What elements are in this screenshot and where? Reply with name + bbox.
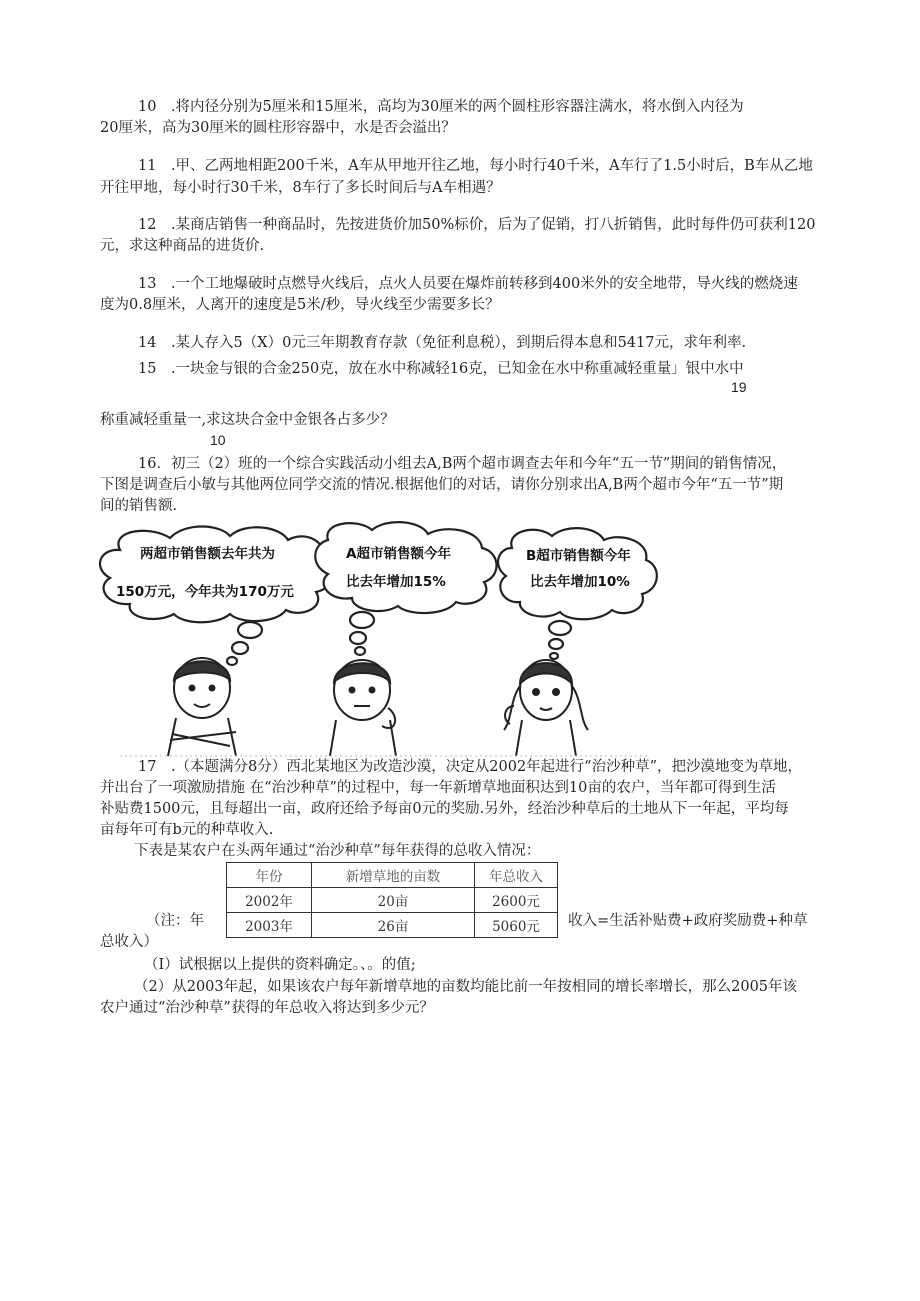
problem-13-line-1: 13 .一个工地爆破时点燃导火线后，点火人员要在爆炸前转移到400米外的安全地带，导火线的燃烧速 [138,276,798,292]
table-header-area: 新增草地的亩数 [312,863,475,888]
table-cell-area: 20亩 [312,888,475,913]
bubble-2-text-line-1: A超市销售额今年 [346,546,451,562]
problem-16-line-1: 16．初三（2）班的一个综合实践活动小组去A,B两个超市调查去年和今年“五一节”期间的销售情况， [138,456,787,472]
bubble-3-trail-3 [550,653,558,659]
bubble-2-trail-3 [355,647,365,655]
table-cell-year: 2003年 [227,913,312,938]
bubble-2-trail-2 [350,632,366,644]
problem-12-line-1: 12 .某商店销售一种商品时，先按进货价加50%标价，后为了促销，打八折销售，此时每件仍可获利120 [138,217,816,233]
bubble-3-text-line-1: B超市销售额今年 [526,548,631,564]
problem-15-fraction-1: 19 [731,379,747,395]
table-cell-year: 2002年 [227,888,312,913]
problem-14-line-1: 14 .某人存入5（X）0元三年期教育存款（免征利息税），到期后得本息和5417元，求年利率. [138,335,747,351]
bubble-1-text-line-1: 两超市销售额去年共为 [140,546,275,562]
student-3-figure [504,660,588,756]
bubble-3-trail-1 [549,621,571,635]
table-row [227,888,558,913]
table-cell-income: 5060元 [475,913,558,938]
problem-16-line-2: 下图是调查后小敏与其他两位同学交流的情况.根据他们的对话，请你分别求出A,B两个超市今年“五一节”期 [100,477,784,493]
bubble-2-text-line-2: 比去年增加15% [346,574,446,590]
problem-16-line-3: 间的销售额. [100,498,178,514]
bubble-1-trail-2 [232,642,248,654]
problem-17-question-2-line-2: 农户通过“治沙种草”获得的年总收入将达到多少元？ [100,1000,434,1016]
conversation-illustration [90,520,670,760]
problem-17-line-2: 并出台了一项激励措施 在“治沙种草”的过程中，每一年新增草地面积达到10亩的农户，当年都可得到生活 [100,780,776,796]
student-2-figure [330,660,396,756]
problem-15-fraction-2: 10 [210,432,226,448]
table-cell-income: 2600元 [475,888,558,913]
problem-17-line-1: 17 .（本题满分8分）西北某地区为改造沙漠，决定从2002年起进行“治沙种草”，把沙漠地变为草地， [138,759,803,775]
student-1-figure [168,658,236,756]
problem-17-line-3: 补贴费1500元，且每超出一亩，政府还给予每亩0元的奖励.另外，经治沙种草后的土地从下一年起，平均每 [100,801,789,817]
problem-13-line-2: 度为0.8厘米，人离开的速度是5米/秒，导火线至少需要多长？ [100,297,500,313]
income-table [226,862,558,938]
table-header-row [227,863,558,888]
problem-17-line-5: 下表是某农户在头两年通过“治沙种草”每年获得的总收入情况： [134,843,541,859]
problem-17-note-right: 收入=生活补贴费+政府奖励费+种草 [568,913,808,929]
thought-bubble-1 [100,527,333,623]
table-header-income: 年总收入 [475,863,558,888]
problem-17-question-2-line-1: （2）从2003年起，如果该农户每年新增草地的亩数均能比前一年按相同的增长率增长，那么2005年该 [134,979,798,995]
problem-11-line-1: 11 .甲、乙两地相距200千米，A车从甲地开往乙地，每小时行40千米，A车行了1.5小时后，B车从乙地 [138,158,813,174]
problem-11-line-2: 开往甲地，每小时行30千米，8车行了多长时间后与A车相遇？ [100,180,501,196]
problem-12-line-2: 元，求这种商品的进货价. [100,238,265,254]
problem-10-line-2: 20厘米，高为30厘米的圆柱形容器中，水是否会溢出？ [100,120,456,136]
problem-10-line-1: 10 .将内径分别为5厘米和15厘米，高均为30厘米的两个圆柱形容器注满水，将水倒入内径为 [138,99,744,115]
problem-17-note-left-2: 总收入） [100,934,158,950]
problem-17-note-left: （注：年 [146,913,204,929]
bubble-1-trail-1 [238,622,262,638]
thought-bubble-2 [315,522,496,613]
bubble-3-text-line-2: 比去年增加10% [530,574,630,590]
bubble-1-text-line-2: 150万元，今年共为170万元 [116,584,294,600]
table-row [227,913,558,938]
table-header-year: 年份 [227,863,312,888]
problem-15-line-2: 称重减轻重量一,求这块合金中金银各占多少？ [100,412,395,428]
problem-15-line-1: 15 .一块金与银的合金250克，放在水中称减轻16克，已知金在水中称重减轻重量」银中水中 [138,361,744,377]
bubble-1-trail-3 [227,657,237,665]
problem-17-line-4: 亩每年可有b元的种草收入. [100,822,274,838]
table-cell-area: 26亩 [312,913,475,938]
bubble-2-trail-1 [350,612,374,628]
problem-17-question-1: （I）试根据以上提供的资料确定。、。的值; [144,957,416,973]
bubble-3-trail-2 [549,639,563,649]
